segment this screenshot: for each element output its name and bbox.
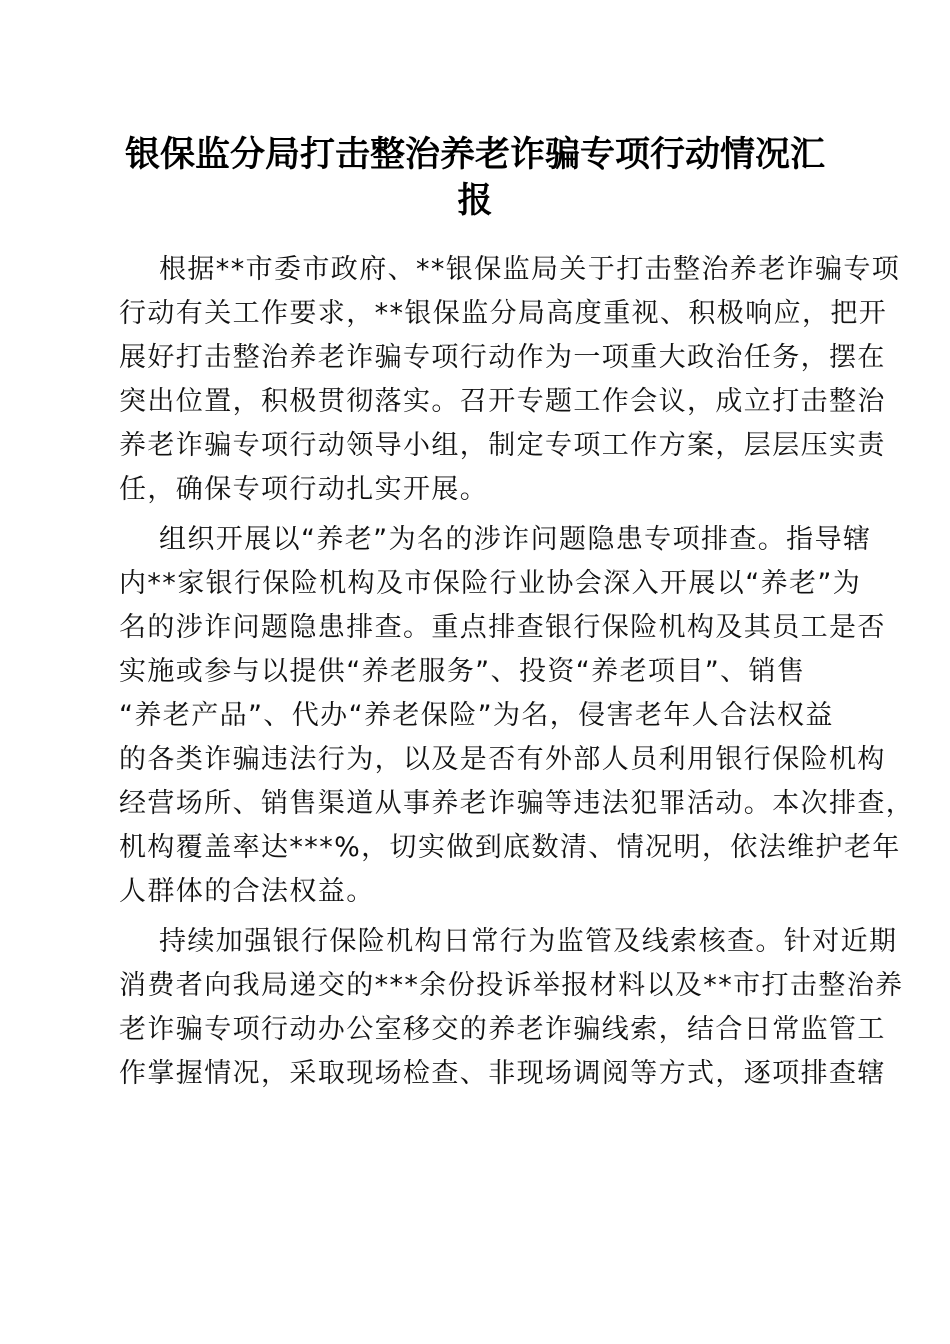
text-line: 名的涉诈问题隐患排查。重点排查银行保险机构及其员工是否 <box>119 612 886 643</box>
text-line: “养老产品”、代办“养老保险”为名，侵害老年人合法权益 <box>119 700 834 731</box>
text-line: 根据**市委市政府、**银保监局关于打击整治养老诈骗专项 <box>159 254 901 285</box>
text-line: 老诈骗专项行动办公室移交的养老诈骗线索，结合日常监管工 <box>119 1014 886 1045</box>
text-line: 养老诈骗专项行动领导小组，制定专项工作方案，层层压实责 <box>119 430 886 461</box>
document-body <box>119 248 915 1102</box>
text-line: 经营场所、销售渠道从事养老诈骗等违法犯罪活动。本次排查， <box>119 788 915 819</box>
title-line-1: 银保监分局打击整治养老诈骗专项行动情况汇 <box>124 134 825 175</box>
text-line: 行动有关工作要求，**银保监分局高度重视、积极响应，把开 <box>119 298 888 329</box>
text-line: 作掌握情况，采取现场检查、非现场调阅等方式，逐项排查辖 <box>119 1058 886 1089</box>
text-line: 突出位置，积极贯彻落实。召开专题工作会议，成立打击整治 <box>119 386 886 417</box>
text-line: 任，确保专项行动扎实开展。 <box>119 474 489 505</box>
paragraph <box>119 248 901 512</box>
paragraph <box>119 518 915 914</box>
text-line: 组织开展以“养老”为名的涉诈问题隐患专项排查。指导辖 <box>159 524 872 555</box>
text-line: 的各类诈骗违法行为，以及是否有外部人员利用银行保险机构 <box>119 744 886 775</box>
document-title <box>100 132 850 224</box>
paragraph <box>119 920 904 1096</box>
text-line: 内**家银行保险机构及市保险行业协会深入开展以“养老”为 <box>119 568 862 599</box>
title-line-2: 报 <box>457 180 493 221</box>
text-line: 持续加强银行保险机构日常行为监管及线索核查。针对近期 <box>159 926 898 957</box>
text-line: 消费者向我局递交的***余份投诉举报材料以及**市打击整治养 <box>119 970 904 1001</box>
text-line: 实施或参与以提供“养老服务”、投资“养老项目”、销售 <box>119 656 806 687</box>
text-line: 机构覆盖率达***%，切实做到底数清、情况明，依法维护老年 <box>119 832 901 863</box>
text-line: 人群体的合法权益。 <box>119 876 375 907</box>
text-line: 展好打击整治养老诈骗专项行动作为一项重大政治任务，摆在 <box>119 342 886 373</box>
